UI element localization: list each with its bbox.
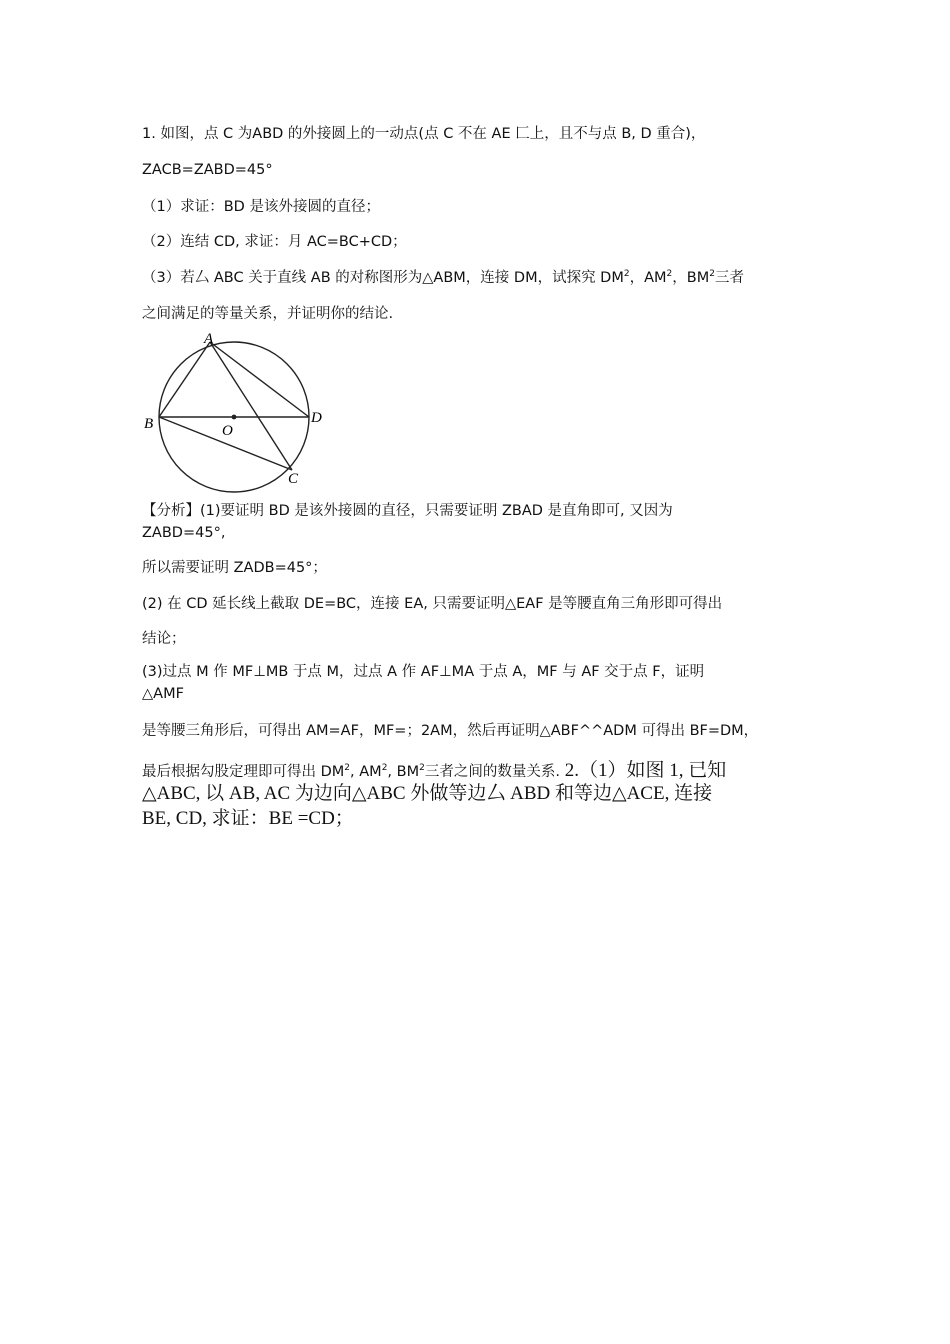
problem1-question2: （2）连结 CD, 求证：月 AC=BC+CD； [142, 234, 407, 250]
problem1-line1: 1. 如图，点 C 为ABD 的外接圆上的一动点(点 C 不在 AE 匚上，且不与点 B, D 重合)， [142, 126, 706, 142]
analysis-line3: 所以需要证明 ZADB=45°； [142, 560, 327, 576]
q3-text-c: ，BM [672, 270, 710, 286]
problem1-question3 [142, 268, 744, 288]
segment-ad [210, 342, 309, 417]
analysis-part3-line1: (3)过点 M 作 MF⊥MB 于点 M，过点 A 作 AF⊥MA 于点 A，MF 与 AF 交于点 F，证明 [142, 664, 705, 680]
a3-line4-sup3: 2 [419, 763, 425, 773]
circle-figure [140, 330, 330, 495]
problem2-start: 2.（1）如图 1, 已知 [559, 760, 727, 781]
segment-ab [159, 342, 210, 417]
problem2-line1: △ABC, 以 AB, AC 为边向△ABC 外做等边厶 ABD 和等边△ACE, 连接 [142, 783, 713, 804]
a3-line4-sup1: 2 [344, 763, 351, 773]
analysis-part2-line2: 结论； [142, 631, 186, 647]
label-a: A [204, 331, 214, 347]
q3-sup1: 2 [623, 269, 630, 279]
problem1-question3-line2: 之间满足的等量关系，并证明你的结论. [142, 306, 394, 322]
label-d: D [311, 410, 322, 426]
label-b: B [144, 416, 154, 432]
geometry-diagram [140, 330, 330, 495]
q3-sup2: 2 [666, 269, 673, 279]
analysis-part3-line3: 是等腰三角形后，可得出 AM=AF，MF=；2AM，然后再证明△ABF^^ADM 可得出 BF=DM， [142, 723, 759, 739]
analysis-part2-line1: (2) 在 CD 延长线上截取 DE=BC，连接 EA, 只需要证明△EAF 是等腰直角三角形即可得出 [142, 596, 723, 612]
problem1-line2: ZACB=ZABD=45° [142, 162, 273, 178]
q3-sup3: 2 [709, 269, 715, 279]
a3-line4-text-a: 最后根据勾股定理即可得出 DM [142, 764, 345, 780]
q3-text-a: （3）若厶 ABC 关于直线 AB 的对称图形为△ABM，连接 DM，试探究 DM [142, 270, 624, 286]
q3-text-d: 三者 [714, 270, 744, 286]
analysis-line2: ZABD=45°, [142, 525, 226, 541]
problem2-line2: BE, CD, 求证：BE =CD； [142, 808, 354, 829]
label-o: O [222, 423, 233, 439]
a3-line4-sup2: 2 [381, 763, 388, 773]
a3-line4-text-b: , AM [350, 764, 382, 780]
problem1-question1: （1）求证：BD 是该外接圆的直径； [142, 199, 380, 215]
segment-ac [210, 342, 292, 470]
center-point [232, 415, 237, 420]
analysis-line1: 【分析】(1)要证明 BD 是该外接圆的直径，只需要证明 ZBAD 是直角即可, 又因为 [142, 503, 673, 519]
a3-line4-text-d: 三者之间的数量关系. [424, 764, 560, 780]
a3-line4-text-c: , BM [387, 764, 420, 780]
q3-text-b: ，AM [629, 270, 667, 286]
analysis-part3-line2: △AMF [142, 686, 184, 702]
label-c: C [288, 471, 299, 487]
